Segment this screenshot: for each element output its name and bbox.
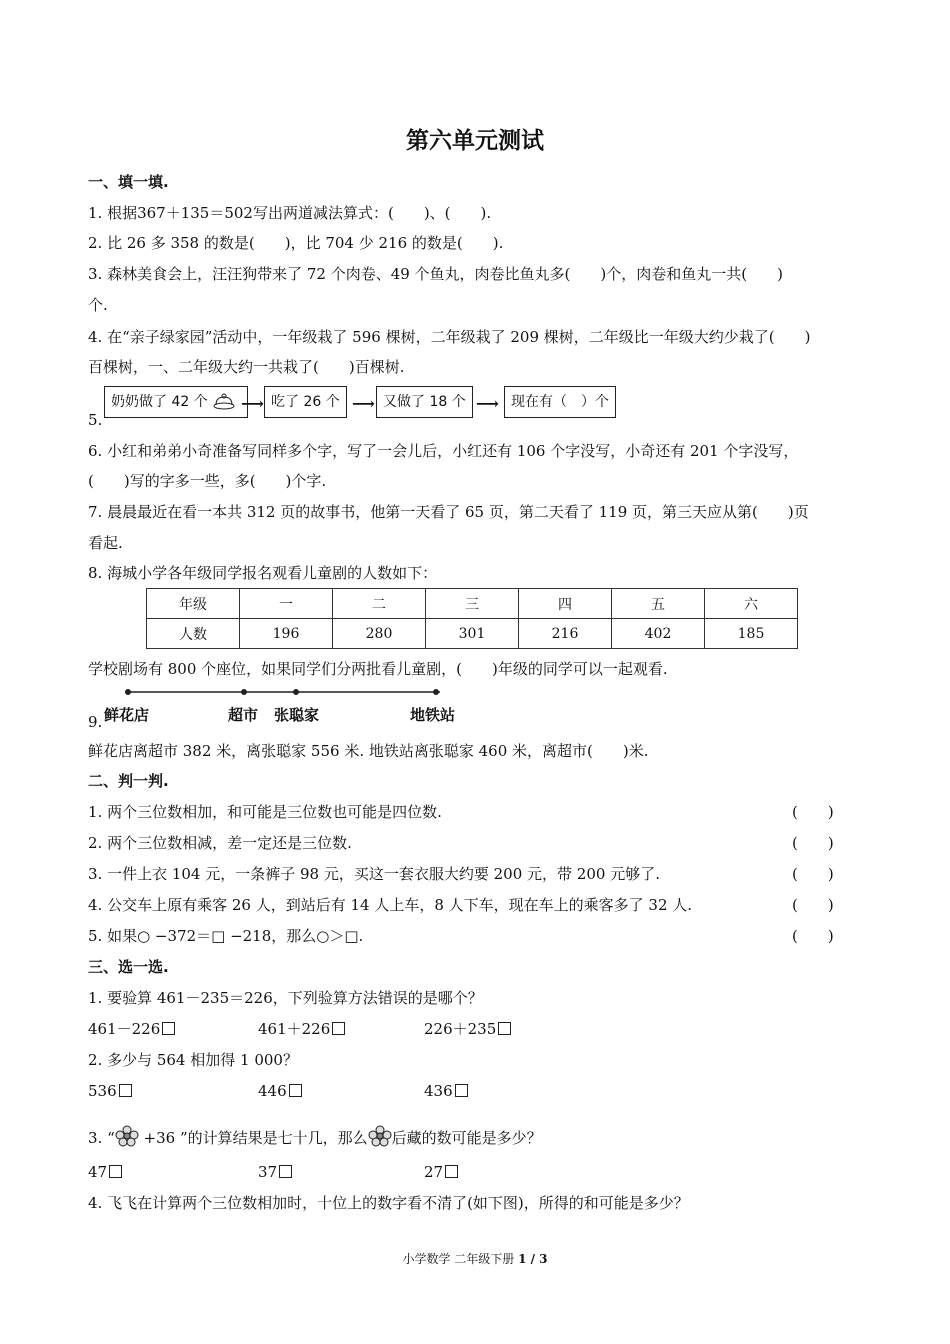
s3-q1-option-c[interactable]	[424, 1019, 511, 1039]
s1-q7-line2: 看起.	[88, 534, 123, 552]
page-number: 1 / 3	[518, 1252, 548, 1266]
checkbox[interactable]	[162, 1022, 175, 1035]
s3-q2-option-a[interactable]	[88, 1081, 132, 1101]
answer-paren: ( )	[792, 865, 834, 883]
s1-q4-line2: 百棵树，一、二年级大约一共栽了( )百棵树.	[88, 358, 405, 376]
s1-q9-question: 鲜花店离超市 382 米，离张聪家 556 米. 地铁站离张聪家 460 米，离超市( )米.	[88, 742, 649, 760]
s3-q3-option-c[interactable]	[424, 1162, 458, 1182]
label-subway-station: 地铁站	[410, 706, 456, 724]
s1-q8-question: 学校剧场有 800 个座位，如果同学们分两批看儿童剧，( )年级的同学可以一起观看.	[88, 660, 668, 678]
table-cell: 五	[612, 589, 705, 619]
s3-q4: 4. 飞飞在计算两个三位数相加时，十位上的数字看不清了(如下图)，所得的和可能是多少？	[88, 1194, 689, 1212]
s1-q4-line1: 4. 在“亲子绿家园”活动中，一年级栽了 596 棵树，二年级栽了 209 棵树，二年级比一年级大约少栽了( )	[88, 328, 811, 346]
checkbox[interactable]	[455, 1084, 468, 1097]
s3-q1: 1. 要验算 461－235＝226，下列验算方法错误的是哪个？	[88, 989, 483, 1007]
checkbox[interactable]	[289, 1084, 302, 1097]
footer-text: 小学数学 二年级下册	[402, 1252, 519, 1266]
s2-item-2: 2. 两个三位数相减，差一定还是三位数.	[88, 834, 352, 852]
s1-q1: 1. 根据367＋135＝502写出两道减法算式：( )、( ).	[88, 204, 492, 222]
s3-q1-option-b[interactable]	[258, 1019, 345, 1039]
option-label: 461－226	[88, 1020, 161, 1038]
s3-q3-option-b[interactable]	[258, 1162, 292, 1182]
distance-number-line	[124, 688, 444, 696]
table-cell: 三	[426, 589, 519, 619]
table-cell: 216	[519, 619, 612, 649]
s3-q2-option-b[interactable]	[258, 1081, 302, 1101]
table-cell: 二	[333, 589, 426, 619]
s1-q9-number: 9.	[88, 713, 103, 731]
page-footer	[0, 1250, 950, 1267]
answer-paren: ( )	[792, 834, 834, 852]
s3-q3-option-a[interactable]	[88, 1162, 122, 1182]
table-cell: 人数	[147, 619, 240, 649]
section-3-heading: 三、选一选.	[88, 958, 169, 976]
s1-q3-line2: 个.	[88, 296, 108, 314]
checkbox[interactable]	[332, 1022, 345, 1035]
table-cell: 六	[705, 589, 798, 619]
flow-box-ate: 吃了 26 个	[264, 386, 347, 418]
table-cell: 一	[240, 589, 333, 619]
s1-q2: 2. 比 26 多 358 的数是( )，比 704 少 216 的数是( ).	[88, 234, 504, 252]
option-label: 37	[258, 1163, 278, 1181]
q3-text-mid: +36 ”的计算结果是七十几，那么	[138, 1129, 368, 1147]
checkbox[interactable]	[445, 1165, 458, 1178]
table-cell: 四	[519, 589, 612, 619]
q3-text-post: 后藏的数可能是多少？	[391, 1129, 542, 1147]
page-title: 第六单元测试	[406, 128, 544, 154]
option-label: 536	[88, 1082, 117, 1100]
table-cell: 185	[705, 619, 798, 649]
flow-arrow-icon: ⟶	[352, 394, 375, 413]
flower-icon	[368, 1125, 392, 1147]
option-label: 226＋235	[424, 1020, 497, 1038]
s2-item-4: 4. 公交车上原有乘客 26 人，到站后有 14 人上车，8 人下车，现在车上的乘客多了 32 人.	[88, 896, 693, 914]
checkbox[interactable]	[119, 1084, 132, 1097]
s1-q7-line1: 7. 晨晨最近在看一本共 312 页的故事书，他第一天看了 65 页，第二天看了 119 页，第三天应从第( )页	[88, 503, 809, 521]
s3-q1-option-a[interactable]	[88, 1019, 175, 1039]
option-label: 461＋226	[258, 1020, 331, 1038]
flower-icon	[115, 1125, 139, 1147]
flow-box-made	[104, 386, 248, 418]
label-zhangcong-home: 张聪家	[274, 706, 320, 724]
table-row	[147, 619, 798, 649]
section-1-heading: 一、填一填.	[88, 173, 169, 191]
option-label: 446	[258, 1082, 287, 1100]
q3-text-pre: 3. “	[88, 1129, 115, 1147]
flow-box-now: 现在有（ ）个	[504, 386, 616, 418]
s1-q8: 8. 海城小学各年级同学报名观看儿童剧的人数如下：	[88, 564, 438, 582]
s1-q6-line2: ( )写的字多一些，多( )个字.	[88, 472, 327, 490]
table-cell: 280	[333, 619, 426, 649]
s1-q3-line1: 3. 森林美食会上，汪汪狗带来了 72 个肉卷、49 个鱼丸，肉卷比鱼丸多( )个，肉卷和鱼丸一共( )	[88, 265, 783, 283]
answer-paren: ( )	[792, 896, 834, 914]
answer-paren: ( )	[792, 803, 834, 821]
table-header-row	[147, 589, 798, 619]
flow-arrow-icon: ⟶	[476, 394, 499, 413]
option-label: 27	[424, 1163, 444, 1181]
s1-q6-line1: 6. 小红和弟弟小奇准备写同样多个字，写了一会儿后，小红还有 106 个字没写，小奇还有 201 个字没写，	[88, 442, 799, 460]
s2-item-3: 3. 一件上衣 104 元，一条裤子 98 元，买这一套衣服大约要 200 元，带 200 元够了.	[88, 865, 660, 883]
flow-arrow-icon: ⟶	[241, 394, 264, 413]
option-label: 47	[88, 1163, 108, 1181]
table-cell: 402	[612, 619, 705, 649]
table-cell: 年级	[147, 589, 240, 619]
s3-q2: 2. 多少与 564 相加得 1 000？	[88, 1051, 298, 1069]
checkbox[interactable]	[498, 1022, 511, 1035]
s2-item-1: 1. 两个三位数相加，和可能是三位数也可能是四位数.	[88, 803, 442, 821]
checkbox[interactable]	[109, 1165, 122, 1178]
label-flower-shop: 鲜花店	[104, 706, 150, 724]
table-cell: 301	[426, 619, 519, 649]
s3-q3	[88, 1125, 542, 1148]
option-label: 436	[424, 1082, 453, 1100]
cake-icon	[212, 392, 236, 410]
answer-paren: ( )	[792, 927, 834, 945]
section-2-heading: 二、判一判.	[88, 772, 169, 790]
s3-q2-option-c[interactable]	[424, 1081, 468, 1101]
flow-box-made-label: 奶奶做了 42 个	[111, 394, 208, 410]
grade-count-table	[146, 588, 798, 649]
flow-box-made-again: 又做了 18 个	[376, 386, 473, 418]
s2-item-5: 5. 如果○ −372＝□ −218，那么○＞□.	[88, 927, 364, 945]
table-cell: 196	[240, 619, 333, 649]
s1-q5-number: 5.	[88, 411, 103, 429]
label-supermarket: 超市	[228, 706, 259, 724]
checkbox[interactable]	[279, 1165, 292, 1178]
